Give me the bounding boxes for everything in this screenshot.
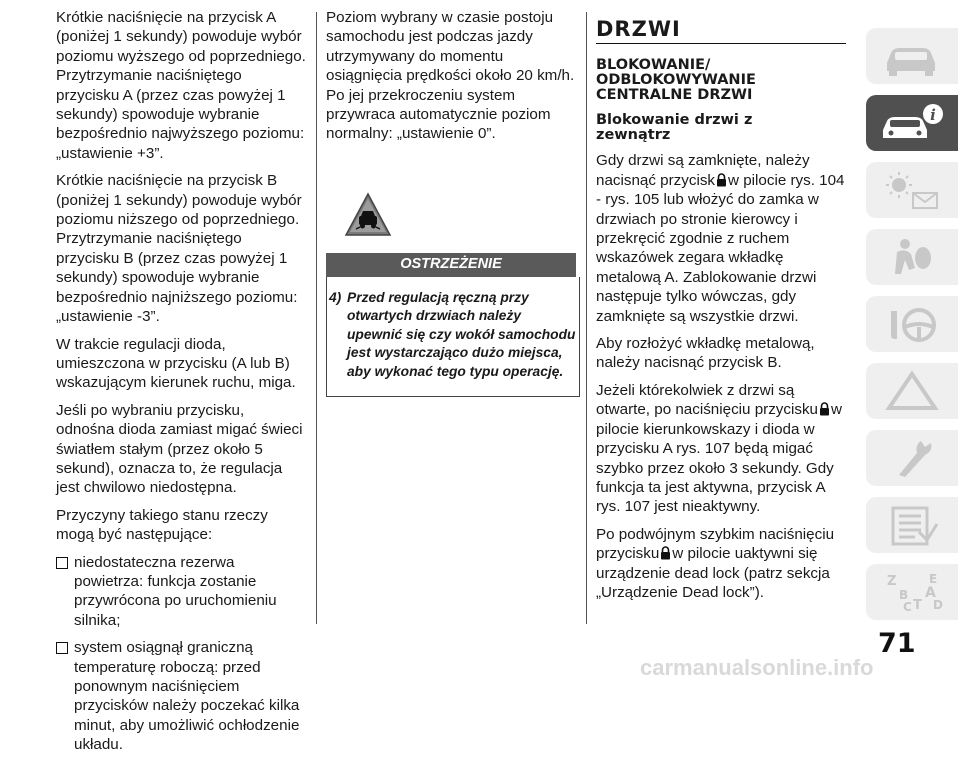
tab-airbag[interactable] (866, 229, 958, 285)
warning-item (329, 289, 577, 382)
tab-car[interactable] (866, 28, 958, 84)
paragraph-diode-blink: W trakcie regulacji dioda, umieszczona w przycisku (A lub B) wskazującym kierunek ruchu, miga. (56, 335, 296, 392)
car-icon (877, 33, 947, 79)
checkbox-bullet-icon (56, 553, 74, 631)
list-item: niedostateczna rezerwa powietrza: funkcja zostanie przywrócona po uruchomieniu silnika; (56, 553, 306, 631)
svg-text:A: A (925, 585, 936, 601)
index-letters-icon (877, 569, 947, 615)
svg-text:i: i (930, 106, 936, 124)
paragraph-diode-steady: Jeśli po wybraniu przycisku, odnośna dioda zamiast migać świeci światłem stałym (przez około 5 sekund), oznacza to, że regulacja jest chwilowo niedostępna. (56, 401, 303, 497)
warning-title: OSTRZEŻENIE (326, 253, 576, 276)
column-divider (586, 12, 587, 624)
tab-specs[interactable] (866, 497, 958, 553)
lock-icon (819, 402, 830, 416)
tab-index[interactable] (866, 564, 958, 620)
lock-icon (660, 546, 671, 560)
tab-maintenance[interactable] (866, 430, 958, 486)
warning-box (326, 277, 580, 397)
column-left (56, 8, 306, 763)
lock-icon (716, 173, 727, 187)
warning-number: 4) (329, 289, 342, 305)
svg-text:Z: Z (887, 574, 897, 589)
paragraph-doors-open: Jeżeli którekolwiek z drzwi są otwarte, po naciśnięciu przycisku w pilocie kierunkowskazy i dioda w przycisku A rys. 107 będą migać szybko przez około 3 sekundy. Gdy funkcja ta jest aktywna, przycisk A rys. 107 jest nieaktywny. (596, 381, 842, 516)
column-middle (326, 8, 578, 397)
warning-car-icon (344, 192, 392, 238)
lights-mail-icon (877, 167, 947, 213)
paragraph-speed-level: Poziom wybrany w czasie postoju samochodu jest podczas jazdy utrzymywany do momentu osiągnięcia prędkości około 20 km/h. Po jej przekroczeniu system przywraca automatycznie poziom normalny: „ustawienie 0”. (326, 9, 575, 143)
dashboard-steering-icon (877, 301, 947, 347)
svg-text:T: T (913, 598, 922, 613)
column-right (596, 8, 848, 610)
tab-car-info[interactable] (866, 95, 958, 151)
chapter-sidebar (854, 28, 960, 631)
wrench-icon (877, 435, 947, 481)
svg-text:E: E (929, 572, 938, 586)
car-info-icon (877, 100, 947, 146)
warning-text: Przed regulacją ręczną przy otwartych drzwiach należy upewnić się czy wokół samochodu jest wystarczająco dużo miejsca, aby wykonać tego typu operację. (347, 289, 576, 380)
tab-dashboard[interactable] (866, 296, 958, 352)
paragraph-causes: Przyczyny takiego stanu rzeczy mogą być następujące: (56, 506, 268, 544)
subsubsection-heading: Blokowanie drzwi z zewnątrz (596, 112, 753, 144)
tab-lights-mail[interactable] (866, 162, 958, 218)
svg-text:C: C (903, 600, 912, 614)
watermark: carmanualsonline.info (640, 655, 874, 680)
checklist-icon (877, 502, 947, 548)
checkbox-bullet-icon (56, 638, 74, 754)
section-heading: DRZWI (596, 20, 846, 44)
list-item: system osiągnął graniczną temperaturę roboczą: przed ponownym naciśnięciem przycisków należy poczekać kilka minut, aby umożliwić ochłodzenie układu. (56, 638, 306, 754)
column-divider (316, 12, 317, 624)
tab-warning[interactable] (866, 363, 958, 419)
svg-text:B: B (899, 588, 909, 602)
paragraph-button-a: Krótkie naciśnięcie na przycisk A (poniżej 1 sekundy) powoduje wybór poziomu wyższego od poprzedniego. Przytrzymanie naciśniętego przycisku A (przez czas powyżej 1 sekundy) spowoduje wybranie bezpośrednio najwyższego poziomu: „ustawienie +3”. (56, 9, 306, 162)
paragraph-dead-lock: Po podwójnym szybkim naciśnięciu przycisku w pilocie uaktywni się urządzenie dead lock (patrz sekcja „Urządzenie Dead lock”). (596, 525, 835, 601)
paragraph-metal-insert: Aby rozłożyć wkładkę metalową, należy nacisnąć przycisk B. (596, 335, 815, 372)
warning-triangle-icon (877, 368, 947, 414)
airbag-person-icon (877, 234, 947, 280)
page-number: 71 (878, 628, 916, 659)
paragraph-locking: Gdy drzwi są zamknięte, należy nacisnąć przycisk w pilocie rys. 104 - rys. 105 lub włożyć do zamka w drzwiach po stronie kierowcy i przekręcić zgodnie z ruchem wskazówek zegara wkładkę metalową A. Zablokowanie drzwi następuje tylko wówczas, gdy zamknięte są wszystkie drzwi. (596, 152, 845, 325)
subsection-heading: BLOKOWANIE/ ODBLOKOWYWANIE CENTRALNE DRZWI (596, 57, 756, 104)
svg-text:D: D (933, 598, 943, 612)
paragraph-button-b: Krótkie naciśnięcie na przycisk B (poniżej 1 sekundy) powoduje wybór poziomu niższego od poprzedniego. Przytrzymanie naciśniętego przycisku B (przez czas powyżej 1 sekundy) spowoduje wybranie bezpośrednio najniższego poziomu: „ustawienie -3”. (56, 172, 302, 326)
